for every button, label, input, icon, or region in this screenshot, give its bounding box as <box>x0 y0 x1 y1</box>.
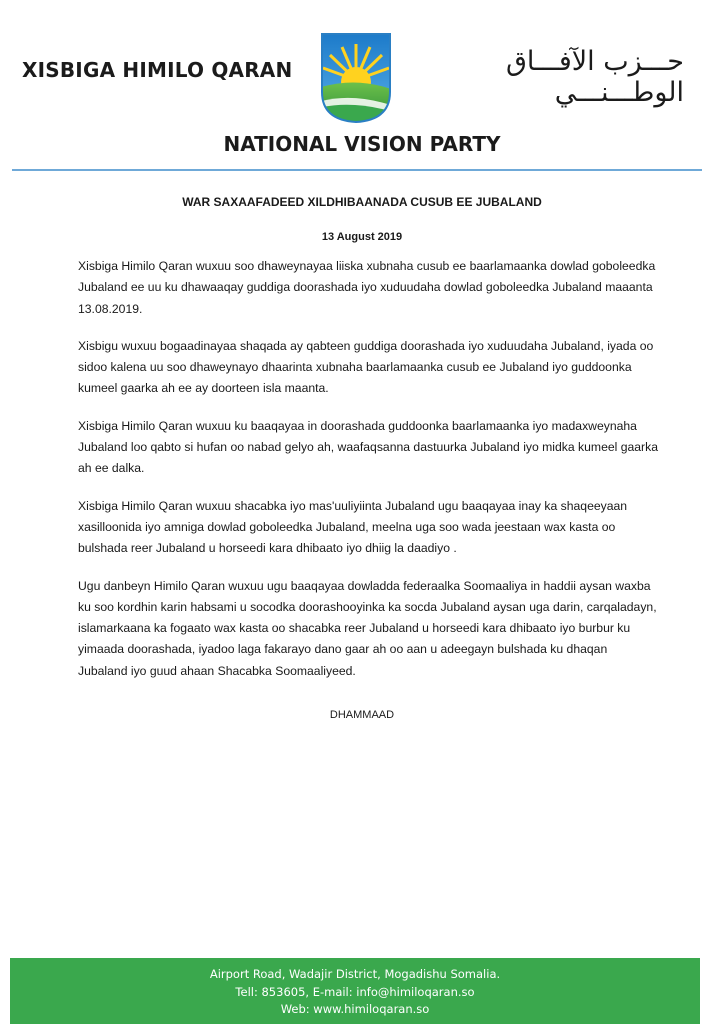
party-name-arabic: حـــزب الآفـــاق الوطـــنـــي <box>505 46 684 108</box>
party-name-english: NATIONAL VISION PARTY <box>223 132 501 156</box>
footer-bar <box>10 958 700 1024</box>
paragraph: Xisbiga Himilo Qaran wuxuu ku baaqayaa in doorashada guddoonka baarlamaanka iyo madaxweynaha Jubaland loo qabto si hufan oo nabad gelyo ah, waafaqsanna dastuurka Jubaland iyo midka kumeel gaarka ah ee dalka. <box>78 418 658 476</box>
party-name-somali: XISBIGA HIMILO QARAN <box>22 58 293 82</box>
document-title: WAR SAXAAFADEED XILDHIBAANADA CUSUB EE JUBALAND <box>182 195 542 209</box>
party-logo-icon <box>318 30 394 124</box>
paragraph: Xisbiga Himilo Qaran wuxuu soo dhaweynayaa liiska xubnaha cusub ee baarlamaanka dowlad goboleedka Jubaland ee uu ku dhawaaqay guddiga doorashada iyo xuduudaha dowlad goboleedka Jubaland maaanta 13.08.2019. <box>78 259 656 316</box>
paragraph: Xisbigu wuxuu bogaadinayaa shaqada ay qabteen guddiga doorashada iyo xuduudaha Jubaland, iyada oo sidoo kalena uu soo dhaweynayo dhaarinta xubnaha baarlamaanka cusub ee Jubaland iyo guddoonka kumeel gaarka ah ee ay doorteen isla maanta. <box>78 338 654 396</box>
header-divider <box>12 169 702 171</box>
paragraph: Xisbiga Himilo Qaran wuxuu shacabka iyo mas'uuliyiinta Jubaland ugu baaqayaa inay ka shaqeeyaan xasilloonida iyo amniga dowlad goboleedka Jubaland, meelna uga soo wada jeestaan wax kasta oo bulshada reer Jubaland u horseedi kara dhibaato iyo dhiig la daadiyo . <box>78 498 628 556</box>
footer-website: Web: www.himiloqaran.so <box>280 1002 430 1016</box>
footer-address: Airport Road, Wadajir District, Mogadishu Somalia. <box>209 967 501 981</box>
document-body <box>78 256 658 698</box>
closing-text: DHAMMAAD <box>329 709 395 721</box>
footer-contact: Tell: 853605, E-mail: info@himiloqaran.so <box>235 984 475 999</box>
document-date: 13 August 2019 <box>321 231 403 243</box>
paragraph: Ugu danbeyn Himilo Qaran wuxuu ugu baaqayaa dowladda federaalka Soomaaliya in haddii aysan waxba ku soo kordhin karin habsami u socodka doorashooyinka ka socda Jubaland aysan uga darin, carqaladayn, islamarkaana ka fogaato wax kasta oo shacabka reer Jubaland u horseedi kara dhibaato iyo burbur ku yimaada doorashada, iyadoo laga fakarayo dano gaar ah oo aan u adeegayn bulshada ku dhaqan Jubaland iyo guud ahaan Shacabka Soomaaliyeed. <box>78 578 657 678</box>
